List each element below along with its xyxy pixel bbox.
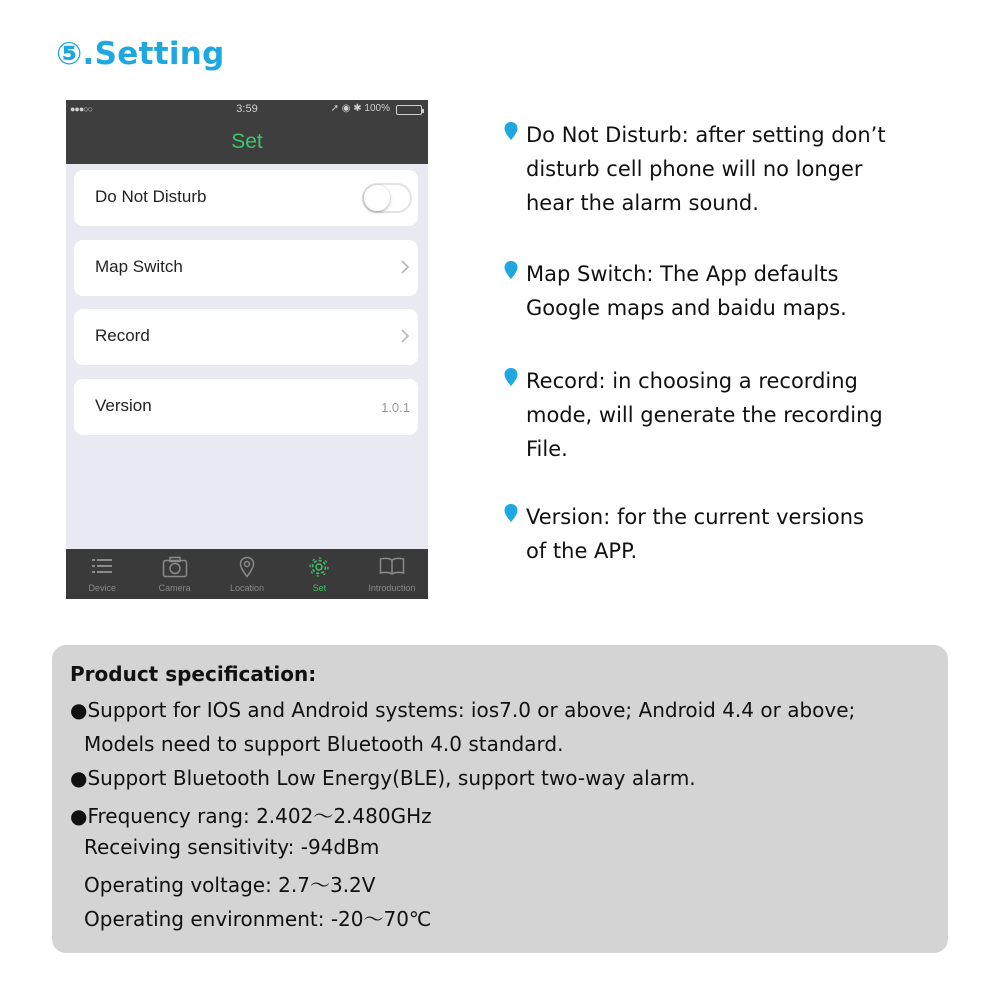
tab-label: Introduction [368,583,416,593]
pin-icon [504,261,518,279]
tab-label: Device [88,583,116,593]
tab-location[interactable] [211,549,283,599]
description-text: Do Not Disturb: after setting don’t disturb cell phone will no longer hear the alarm sound. [526,123,886,215]
battery-icon [396,105,422,115]
do-not-disturb-row[interactable] [74,170,418,226]
tab-set[interactable] [283,549,355,599]
list-icon [91,556,113,576]
nav-title: Set [231,130,263,153]
tab-label: Camera [158,583,191,593]
pin-icon [504,504,518,522]
tab-introduction[interactable] [356,549,428,599]
spec-line: Receiving sensitivity: -94dBm [84,835,380,859]
map-switch-row[interactable] [74,240,418,296]
description-text: Map Switch: The App defaults Google maps and baidu maps. [526,262,847,320]
section-title: ⑤.Setting [56,36,225,72]
do-not-disturb-toggle[interactable] [362,183,412,213]
version-value: 1.0.1 [381,400,410,415]
product-specification-box [52,645,948,953]
tab-bar [66,549,428,599]
signal-strength-icon: ●●●○○ [70,104,93,114]
status-bar [66,100,428,120]
row-label: Record [95,326,150,345]
book-icon [379,556,405,576]
chevron-right-icon [400,260,410,274]
tab-label: Set [312,583,327,593]
spec-line: ●Frequency rang: 2.402～2.480GHz [70,804,432,828]
spec-line: ●Support for IOS and Android systems: ios7.0 or above; Android 4.4 or above; [70,698,856,722]
nav-bar [66,120,428,164]
gear-icon [308,556,330,578]
row-label: Do Not Disturb [95,187,207,206]
description-text: Record: in choosing a recording mode, will generate the recording File. [526,369,883,461]
tab-camera[interactable] [138,549,210,599]
status-icons: ➚ ◉ ✱ 100% [330,103,390,114]
tab-device[interactable] [66,549,138,599]
phone-screenshot [66,100,428,599]
status-time: 3:59 [236,103,258,115]
spec-line: Operating voltage: 2.7～3.2V [84,873,376,897]
spec-title: Product specification: [70,662,317,686]
row-label: Map Switch [95,257,183,276]
toggle-knob [364,185,390,211]
location-pin-icon [239,556,255,578]
camera-icon [162,556,188,578]
row-label: Version [95,396,152,415]
record-row[interactable] [74,309,418,365]
version-row[interactable] [74,379,418,435]
tab-label: Location [230,583,265,593]
chevron-right-icon [400,329,410,343]
pin-icon [504,122,518,140]
spec-line: ●Support Bluetooth Low Energy(BLE), support two-way alarm. [70,766,696,790]
spec-line: Operating environment: -20～70℃ [84,907,432,931]
spec-line: Models need to support Bluetooth 4.0 standard. [84,732,564,756]
description-text: Version: for the current versions of the APP. [526,505,864,563]
pin-icon [504,368,518,386]
